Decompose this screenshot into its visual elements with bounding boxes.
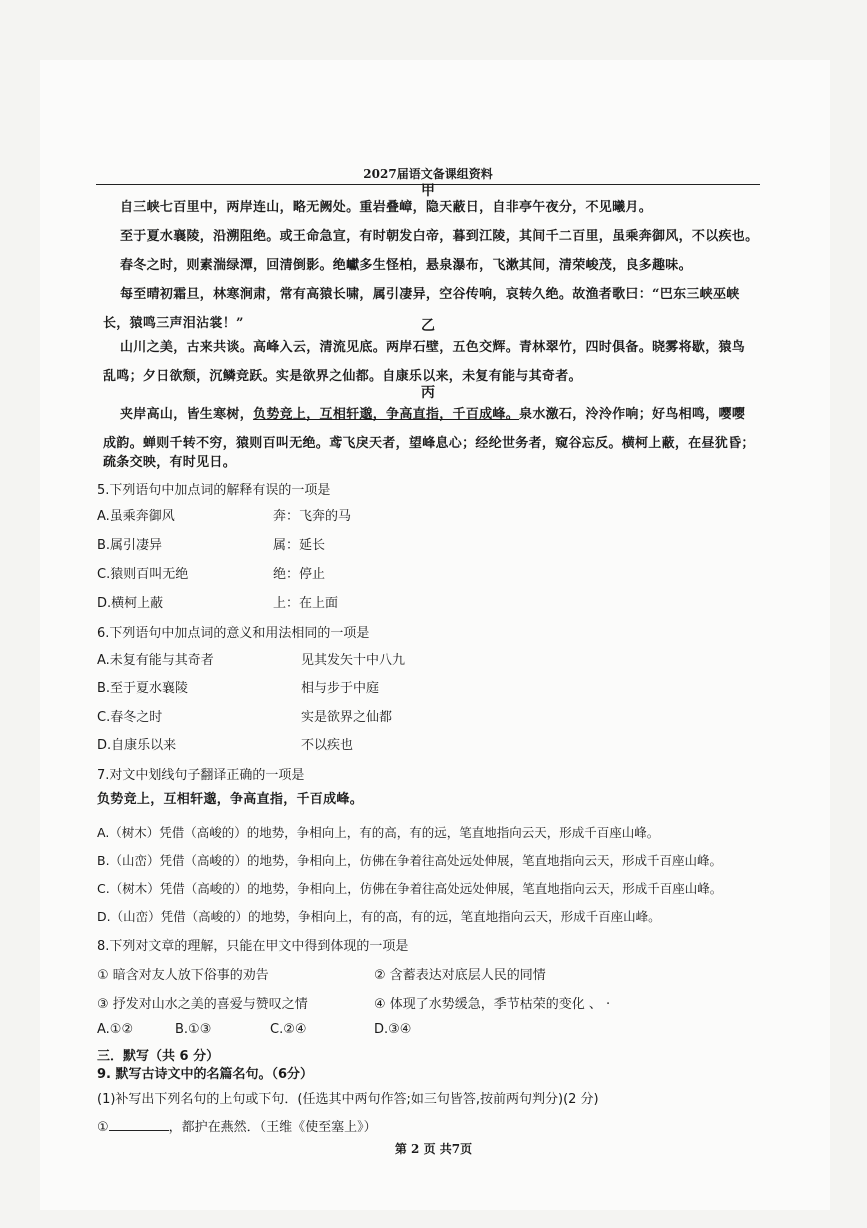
q6-option-d: D.自康乐以来 (97, 738, 177, 753)
question-9-stem: 9. 默写古诗文中的名篇名句。（6分） (97, 1067, 314, 1082)
q7-option-b: B.（山峦）凭借（高峻的）的地势，争相向上，仿佛在争着往高处远处伸展，笔直地指向云天，形成千百座山峰。 (97, 853, 723, 868)
q7-option-a: A.（树木）凭借（高峻的）的地势，争相向上，有的高，有的远，笔直地指向云天，形成千百座山峰。 (97, 825, 660, 840)
text-bing-line1-pre: 夹岸高山，皆生寒树， (120, 407, 254, 422)
q6-option-d-compare: 不以疾也 (301, 738, 354, 753)
q7-option-d: D.（山峦）凭借（高峻的）的地势，争相向上，有的高，有的远，笔直地指向云天，形成千百座山峰。 (97, 909, 661, 924)
q5-option-a: A.虽乘奔御风 (97, 509, 175, 524)
text-bing-line1 (120, 400, 780, 429)
q5-option-d-gloss: 上：在上面 (273, 596, 339, 611)
q8-item-4: ④ 体现了水势缓急，季节枯荣的变化 、 · (374, 997, 611, 1012)
q5-option-b-gloss: 属：延长 (273, 538, 326, 553)
answer-blank[interactable] (109, 1118, 169, 1131)
text-bing-line1-post: 泉水激石，泠泠作响；好鸟相鸣，嘤嘤 (519, 407, 746, 422)
text-jia-line: 自三峡七百里中，两岸连山，略无阙处。重岩叠嶂，隐天蔽日，自非亭午夜分，不见曦月。 (120, 200, 653, 215)
q5-option-c-gloss: 绝：停止 (273, 567, 326, 582)
q8-choice-d: D.③④ (374, 1022, 412, 1037)
text-bing-line: 成韵。蝉则千转不穷，猿则百叫无绝。鸢飞戾天者，望峰息心；经纶世务者，窥谷忘反。横柯上蔽，在昼犹昏； (103, 436, 755, 451)
text-jia-line: 每至晴初霜旦，林寒涧肃，常有高猿长啸，属引凄异，空谷传响，哀转久绝。故渔者歌曰：“巴东三峡巫峡 (120, 287, 740, 302)
q5-option-d: D.横柯上蔽 (97, 596, 164, 611)
page-header: 2027届语文备课组资料 (96, 165, 760, 185)
question-8-stem: 8.下列对文章的理解，只能在甲文中得到体现的一项是 (97, 939, 409, 954)
q8-item-1: ① 暗含对友人放下俗事的劝告 (97, 968, 269, 983)
question-7-stem: 7.对文中划线句子翻译正确的一项是 (97, 768, 305, 783)
q8-choice-b: B.①③ (175, 1022, 212, 1037)
text-jia-line: 春冬之时，则素湍绿潭，回清倒影。绝巘多生怪柏，悬泉瀑布，飞漱其间，清荣峻茂，良多趣味。 (120, 258, 692, 273)
q7-option-c: C.（树木）凭借（高峻的）的地势，争相向上，仿佛在争着往高处远处伸展，笔直地指向云天，形成千百座山峰。 (97, 881, 723, 896)
q6-option-b-compare: 相与步于中庭 (301, 681, 380, 696)
text-bing-line: 疏条交映，有时见日。 (103, 455, 237, 470)
q5-option-a-gloss: 奔：飞奔的马 (273, 509, 352, 524)
q8-item-2: ② 含蓄表达对底层人民的同情 (374, 968, 546, 983)
question-6-stem: 6.下列语句中加点词的意义和用法相同的一项是 (97, 626, 370, 641)
text-yi-label: 乙 (421, 318, 435, 334)
page-footer: 第 2 页 共7页 (394, 1142, 473, 1156)
text-yi-line: 山川之美，古来共谈。高峰入云，清流见底。两岸石壁，五色交辉。青林翠竹，四时俱备。晓雾将歇，猿鸟 (120, 340, 746, 355)
q6-option-c: C.春冬之时 (97, 710, 163, 725)
q9-1a-text: ，都护在燕然．（王维《使至塞上》） (168, 1120, 377, 1135)
q6-option-c-compare: 实是欲界之仙都 (301, 710, 393, 725)
q5-option-c: C.猿则百叫无绝 (97, 567, 189, 582)
text-jia-label: 甲 (421, 183, 435, 199)
q6-option-a: A.未复有能与其奇者 (97, 653, 214, 668)
text-jia-line: 长，猿鸣三声泪沾裳！” (103, 316, 244, 331)
q8-item-3: ③ 抒发对山水之美的喜爱与赞叹之情 (97, 997, 308, 1012)
section-3-title: 三．默写（共 6 分） (97, 1049, 220, 1064)
q8-choice-c: C.②④ (270, 1022, 307, 1037)
question-9-1-instruction: (1)补写出下列名句的上句或下句．(任选其中两句作答;如三句皆答,按前两句判分)(2 分) (97, 1092, 599, 1107)
text-yi-line: 乱鸣；夕日欲颓，沉鳞竞跃。实是欲界之仙都。自康乐以来，未复有能与其奇者。 (103, 369, 582, 384)
question-9-1a (97, 1116, 377, 1135)
question-5-stem: 5.下列语句中加点词的解释有误的一项是 (97, 483, 331, 498)
underlined-sentence: 负势竞上，互相轩邈，争高直指，千百成峰。 (253, 407, 520, 422)
q6-option-b: B.至于夏水襄陵 (97, 681, 189, 696)
q8-choice-a: A.①② (97, 1022, 134, 1037)
q7-quoted-sentence: 负势竞上，互相轩邈，争高直指，千百成峰。 (97, 792, 364, 807)
text-bing-label: 丙 (421, 385, 435, 401)
q9-1a-number: ① (97, 1120, 109, 1135)
text-jia-line: 至于夏水襄陵，沿溯阻绝。或王命急宣，有时朝发白帝，暮到江陵，其间千二百里，虽乘奔御风，不以疾也。 (120, 229, 759, 244)
q6-option-a-compare: 见其发矢十中八九 (301, 653, 406, 668)
q5-option-b: B.属引凄异 (97, 538, 163, 553)
